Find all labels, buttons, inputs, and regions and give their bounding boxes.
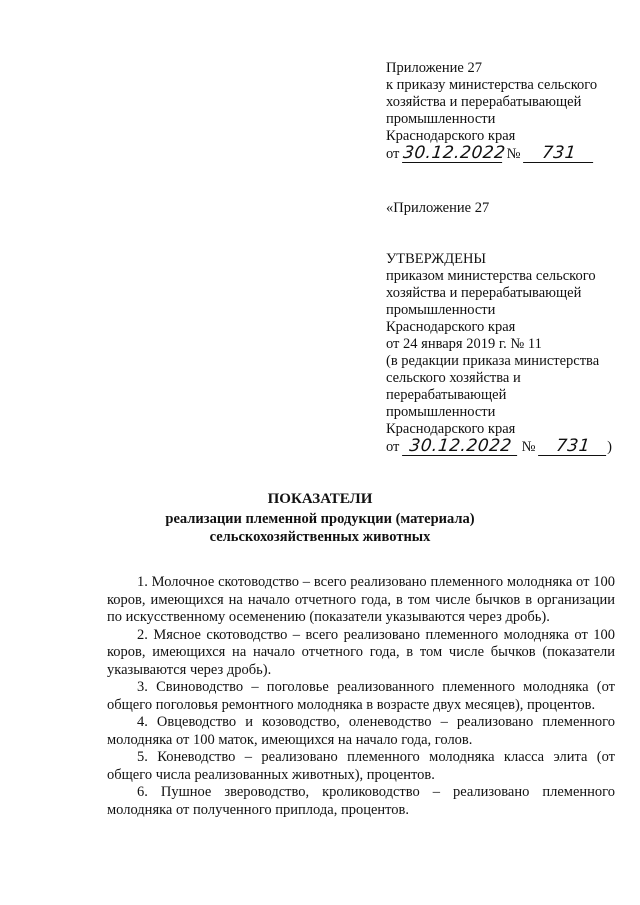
- closing-bracket: ): [607, 439, 612, 455]
- from-label: от: [386, 439, 400, 455]
- attachment-line: к приказу министерства сельского: [386, 77, 598, 93]
- approved-line: промышленности: [386, 404, 496, 420]
- list-item: 3. Свиноводство – поголовье реализованного племенного молодняка (от общего поголовья ремонтного молодняка в возрасте двух месяцев), процентов.: [107, 679, 615, 713]
- approved-line: промышленности: [386, 302, 496, 318]
- number-label: №: [506, 146, 521, 162]
- handwritten-date: 30.12.2022: [402, 143, 507, 163]
- order-date-number-line: [386, 145, 597, 163]
- approved-line: (в редакции приказа министерства: [386, 353, 600, 369]
- approved-line: приказом министерства сельского: [386, 268, 596, 284]
- handwritten-number: 731: [523, 145, 595, 163]
- approved-line: Краснодарского края: [386, 319, 516, 335]
- document-subtitle: сельскохозяйственных животных: [209, 529, 431, 545]
- handwritten-date: 30.12.2022: [402, 438, 519, 456]
- approved-line: сельского хозяйства и: [386, 370, 521, 386]
- attachment-line: промышленности: [386, 111, 496, 127]
- indicators-list: [107, 574, 615, 819]
- approved-line: Краснодарского края: [386, 421, 516, 437]
- quote-attachment-text: «Приложение 27: [386, 200, 490, 216]
- attachment-line: Краснодарского края: [386, 128, 516, 144]
- from-label: от: [386, 146, 400, 162]
- list-item: 2. Мясное скотоводство – всего реализовано племенного молодняка от 100 коров, имеющихся на начало отчетного года, в том числе бычков (показатели указываются через дробь).: [107, 626, 615, 678]
- list-item: 6. Пушное звероводство, кролиководство – реализовано племенного молодняка от полученного приплода, процентов.: [107, 784, 615, 818]
- approved-block: [386, 251, 612, 456]
- approved-heading: УТВЕРЖДЕНЫ: [386, 251, 487, 267]
- document-subtitle: реализации племенной продукции (материала): [165, 511, 475, 527]
- list-item: 5. Коневодство – реализовано племенного молодняка класса элита (от общего числа реализованных животных), процентов.: [107, 749, 615, 783]
- number-label: №: [521, 439, 536, 455]
- approved-line: перерабатывающей: [386, 387, 507, 403]
- handwritten-number: 731: [538, 438, 608, 456]
- document-title: ПОКАЗАТЕЛИ: [267, 491, 373, 507]
- approved-line: хозяйства и перерабатывающей: [386, 285, 582, 301]
- list-item: 4. Овцеводство и козоводство, оленеводство – реализовано племенного молодняка от 100 маток, имеющихся на начало года, голов.: [107, 714, 615, 748]
- attachment-header: [386, 60, 597, 163]
- approved-line: от 24 января 2019 г. № 11: [386, 336, 542, 352]
- list-item: 1. Молочное скотоводство – всего реализовано племенного молодняка от 100 коров, имеющихся на начало отчетного года, в том числе бычков в организации по искусственному осеменению (показатели указываются через дробь).: [107, 574, 615, 625]
- quote-attachment: [386, 200, 489, 217]
- attachment-line: хозяйства и перерабатывающей: [386, 94, 582, 110]
- approved-date-number-line: [386, 438, 612, 456]
- attachment-line: Приложение 27: [386, 60, 482, 76]
